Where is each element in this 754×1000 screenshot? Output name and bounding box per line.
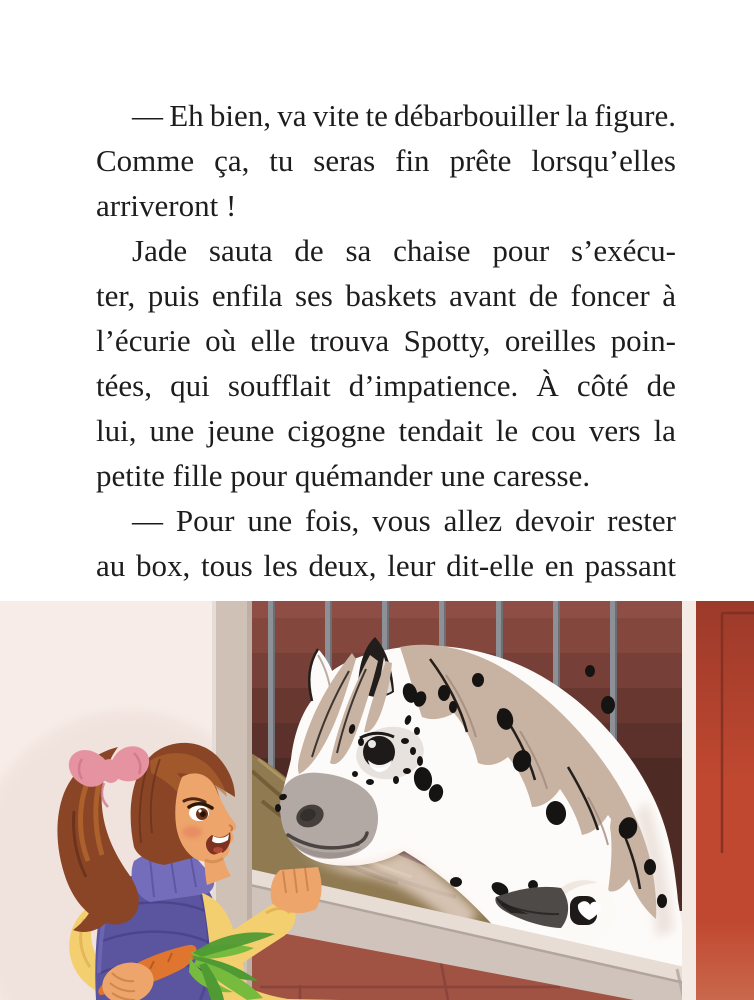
text-line: au box, tous les deux, leur dit-elle en passant bbox=[96, 548, 676, 583]
girl-blush bbox=[182, 826, 202, 838]
text-line: Jade sauta de sa chaise pour s’exécu- bbox=[132, 233, 676, 268]
text-line: — Pour une fois, vous allez devoir rester bbox=[132, 503, 676, 538]
stable-illustration bbox=[0, 601, 754, 1000]
girl-hand bbox=[271, 867, 322, 913]
text-line: petite fille pour quémander une caresse. bbox=[96, 458, 591, 493]
story-text bbox=[96, 93, 676, 588]
text-line: ter, puis enfila ses baskets avant de foncer à bbox=[96, 278, 676, 313]
text-line: arriveront ! bbox=[96, 188, 237, 223]
text-line: tées, qui soufflait d’impatience. À côté de bbox=[96, 368, 676, 403]
text-line: Comme ça, tu seras fin prête lorsqu’elles bbox=[96, 143, 676, 178]
text-line: lui, une jeune cigogne tendait le cou vers la bbox=[96, 413, 676, 448]
barn-door bbox=[682, 601, 754, 1000]
text-line: l’écurie où elle trouva Spotty, oreilles poin- bbox=[96, 323, 676, 358]
text-line: — Eh bien, va vite te débarbouiller la figure. bbox=[132, 98, 676, 133]
